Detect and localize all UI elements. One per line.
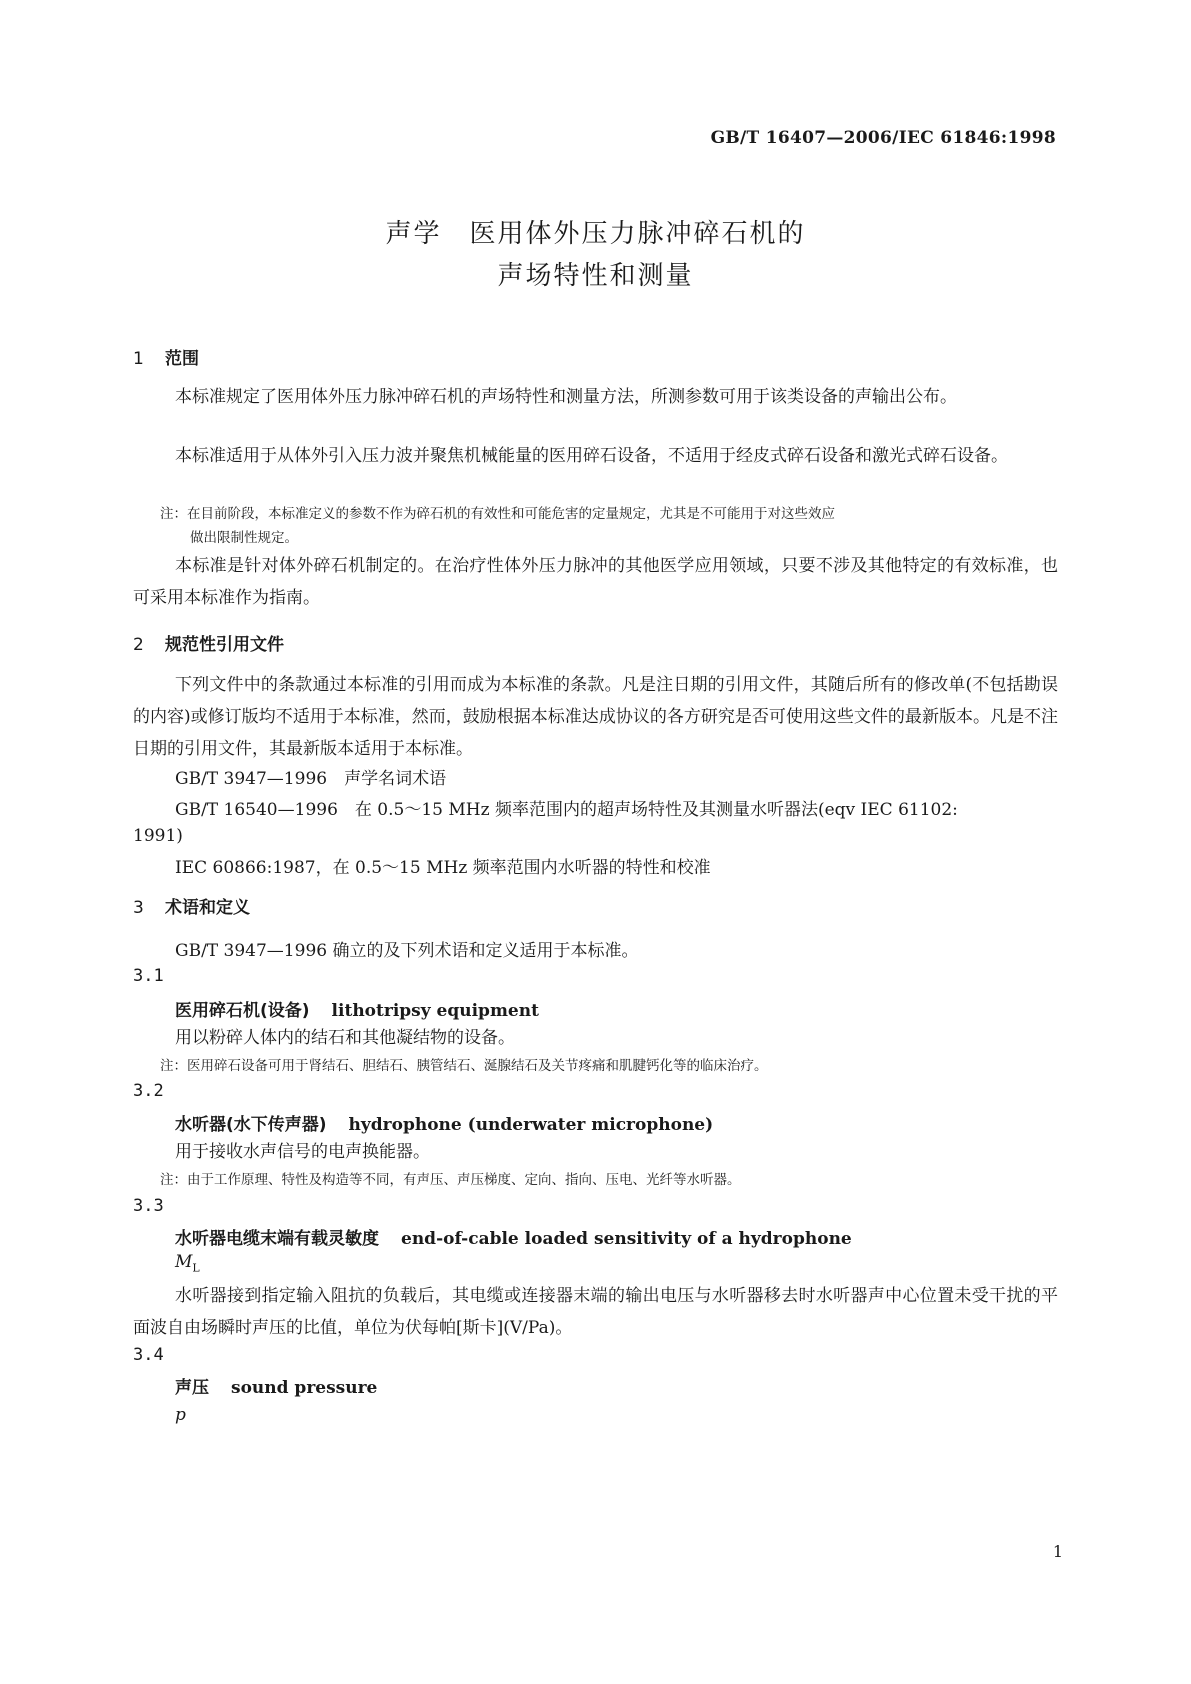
section-1-paragraph-1: 本标准规定了医用体外压力脉冲碎石机的声场特性和测量方法，所测参数可用于该类设备的声输出公布。 — [175, 387, 957, 407]
term-english: end-of-cable loaded sensitivity of a hydrophone — [401, 1229, 852, 1249]
standard-number: GB/T 16407—2006/IEC 61846:1998 — [710, 128, 1056, 148]
section-2-heading — [133, 630, 284, 655]
section-1-heading — [133, 344, 199, 369]
symbol-subscript: L — [192, 1261, 200, 1275]
symbol-letter: M — [175, 1252, 193, 1272]
section-number: 1 — [133, 349, 144, 369]
section-title: 范围 — [165, 349, 199, 369]
term-heading — [175, 1224, 852, 1249]
term-chinese: 水听器(水下传声器) — [175, 1115, 327, 1135]
term-english: hydrophone (underwater microphone) — [348, 1115, 714, 1135]
term-english: lithotripsy equipment — [331, 1001, 539, 1021]
note-text: 在目前阶段，本标准定义的参数不作为碎石机的有效性和可能危害的定量规定，尤其是不可能用于对这些效应 — [187, 506, 835, 522]
normative-reference-3: IEC 60866:1987，在 0.5～15 MHz 频率范围内水听器的特性和校准 — [175, 858, 711, 878]
section-number: 2 — [133, 635, 144, 655]
term-heading — [175, 996, 539, 1021]
document-title-line1: 声学 医用体外压力脉冲碎石机的 — [385, 219, 806, 249]
section-1-paragraph-3: 本标准是针对体外碎石机制定的。在治疗性体外压力脉冲的其他医学应用领域，只要不涉及其他特定的有效标准，也可采用本标准作为指南。 — [133, 556, 1058, 608]
section-2-paragraph-1: 下列文件中的条款通过本标准的引用而成为本标准的条款。凡是注日期的引用文件，其随后所有的修改单(不包括勘误的内容)或修订版均不适用于本标准，然而，鼓励根据本标准达成协议的各方研究是否可使用这些文件的最新版本。凡是不注日期的引用文件，其最新版本适用于本标准。 — [133, 675, 1058, 759]
term-symbol — [175, 1252, 200, 1274]
note-label: 注： — [160, 506, 187, 522]
clause-number: 3.4 — [133, 1345, 164, 1365]
term-note: 注：由于工作原理、特性及构造等不同，有声压、声压梯度、定向、指向、压电、光纤等水听器。 — [160, 1172, 741, 1188]
section-3-heading — [133, 893, 250, 918]
term-definition: 用于接收水声信号的电声换能器。 — [175, 1142, 430, 1162]
term-heading — [175, 1373, 377, 1398]
normative-reference-2-continued: 1991) — [133, 826, 183, 846]
note-text-continued: 做出限制性规定。 — [190, 530, 298, 546]
term-definition: 用以粉碎人体内的结石和其他凝结物的设备。 — [175, 1028, 515, 1048]
clause-number: 3.2 — [133, 1081, 164, 1101]
term-chinese: 水听器电缆末端有载灵敏度 — [175, 1229, 379, 1249]
section-title: 规范性引用文件 — [165, 635, 284, 655]
term-chinese: 声压 — [175, 1378, 209, 1398]
normative-reference-1: GB/T 3947—1996 声学名词术语 — [175, 769, 447, 789]
document-title-line2: 声场特性和测量 — [497, 261, 694, 291]
clause-number: 3.3 — [133, 1196, 164, 1216]
clause-number: 3.1 — [133, 966, 164, 986]
term-english: sound pressure — [231, 1378, 378, 1398]
page-number: 1 — [1052, 1542, 1063, 1561]
section-1-paragraph-2: 本标准适用于从体外引入压力波并聚焦机械能量的医用碎石设备，不适用于经皮式碎石设备和激光式碎石设备。 — [175, 446, 1008, 466]
term-symbol: p — [175, 1405, 186, 1425]
term-definition: 水听器接到指定输入阻抗的负载后，其电缆或连接器末端的输出电压与水听器移去时水听器声中心位置未受干扰的平面波自由场瞬时声压的比值，单位为伏每帕[斯卡](V/Pa)。 — [133, 1286, 1058, 1338]
normative-reference-2: GB/T 16540—1996 在 0.5～15 MHz 频率范围内的超声场特性及其测量水听器法(eqv IEC 61102: — [175, 800, 958, 820]
section-number: 3 — [133, 898, 144, 918]
section-3-intro: GB/T 3947—1996 确立的及下列术语和定义适用于本标准。 — [175, 941, 639, 961]
term-note: 注：医用碎石设备可用于肾结石、胆结石、胰管结石、涎腺结石及关节疼痛和肌腱钙化等的临床治疗。 — [160, 1058, 768, 1074]
term-chinese: 医用碎石机(设备) — [175, 1001, 310, 1021]
section-1-note — [160, 502, 1058, 550]
term-heading — [175, 1110, 713, 1135]
section-title: 术语和定义 — [165, 898, 250, 918]
